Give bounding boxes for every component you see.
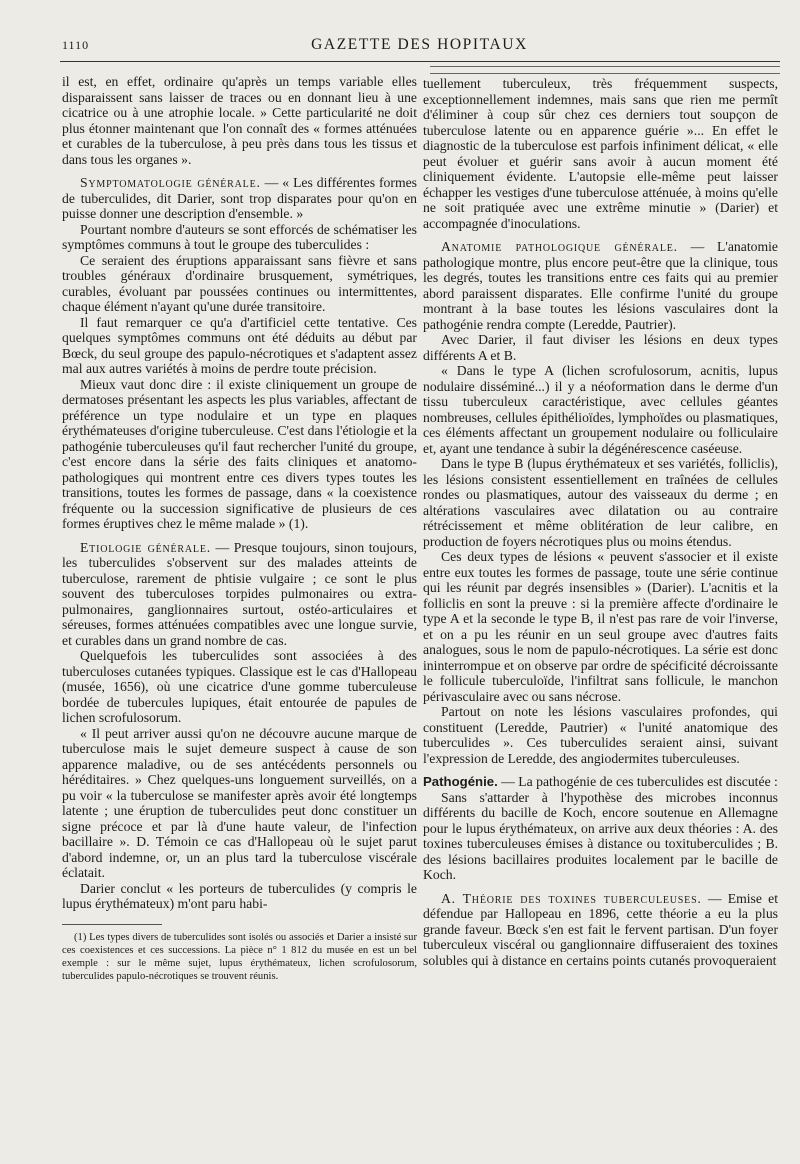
paragraph: Ce seraient des éruptions apparaissant sans fièvre et sans troubles généraux d'ordinaire brusquement, symétriques, curables, évoluant par poussées continues ou intermittentes, chaque élément n'ayant qu'une durée transitoire.	[62, 252, 417, 314]
paragraph: Ces deux types de lésions « peuvent s'associer et il existe entre eux toutes les formes de passage, toute une série continue qui les réunit par degrés insensibles » (Darier). L'acnitis et la folliclis en sont la preuve : si la première affecte d'ordinaire le type A et la seconde le type B, il n'est pas rare de voir l'inverse, et on a pu les réunir en un seul groupe avec d'autres faits analogues, sous le nom de papulo-nécrotiques. La série est donc ininterrompue et on observe par ordre de spécificité décroissante le follicule tuberculoïde, l'infiltrat sans follicule, le manchon périvasculaire avec ou sans nécrose.	[423, 549, 778, 704]
section-heading: Etiologie générale.	[80, 539, 211, 555]
header-rule	[60, 61, 780, 62]
paragraph: Dans le type B (lupus érythémateux et ses variétés, folliclis), les lésions consistent essentiellement en traînées de cellules rondes ou plasmatiques, autour des vaisseaux du derme ; en altérations vasculaires avec dilatation ou au contraire rétrécissement et même oblitération de leur calibre, en production de foyers nécrotiques plus ou moins étendus.	[423, 456, 778, 549]
paragraph: « Il peut arriver aussi qu'on ne découvre aucune marque de tuberculose mais le sujet demeure suspect à cause de son apparence maladive, ou de ses antécédents personnels ou héréditaires. » Chez quelques-uns longuement surveillés, on a pu voir « la tuberculose se manifester après avoir été longtemps latente ; une éruption de tuberculides peut donc constituer un signe précoce et par là d'une haute valeur, de l'infection bacillaire ». D. Témoin ce cas d'Hallopeau où le sujet parut d'abord indemne, or, un an plus tard la tuberculose viscérale éclatait.	[62, 725, 417, 880]
paragraph: Mieux vaut donc dire : il existe cliniquement un groupe de dermatoses présentant les aspects les plus variables, affectant de préférence un type nodulaire et un type en plaques érythémateuses d'origine tuberculeuse. C'est dans l'étiologie et la pathogénie tuberculeuses qu'il faut rechercher l'unité du groupe, c'est encore dans la série des faits cliniques et anatomo-pathologiques qui montrent entre ces divers types toutes les transitions, toutes les formes de passage, dans « la coexistence fréquente ou la succession significative de plusieurs de ces formes éruptives chez le même malade » (1).	[62, 376, 417, 531]
paragraph: Darier conclut « les porteurs de tuberculides (y compris le lupus érythémateux) m'ont paru habi-	[62, 880, 417, 911]
footnote-rule	[62, 924, 162, 925]
journal-title: GAZETTE DES HOPITAUX	[311, 36, 528, 53]
paragraph: Pourtant nombre d'auteurs se sont efforcés de schématiser les symptômes communs à tout le groupe des tuberculides :	[62, 221, 417, 252]
paragraph-text: — L'anatomie pathologique montre, plus encore peut-être que la clinique, tous les degrés, toutes les transitions entre ces faits qui au premier abord paraissent disparates. Elle confirme l'unité du groupe montrant à la base toutes les lésions vasculaires dont la pathogénie rendra compte (Leredde, Pautrier).	[423, 239, 778, 332]
paragraph: il est, en effet, ordinaire qu'après un temps variable elles disparaissent sans laisser de traces ou en donnant lieu à une cicatrice ou à une atrophie locale. » Cette particularité ne doit plus étonner maintenant que l'on connaît des « formes atténuées et curables de la tuberculose, à peu près dans tous les tissus et dans tous les organes ».	[62, 74, 417, 167]
paragraph: Sans s'attarder à l'hypothèse des microbes inconnus différents du bacille de Koch, encore soutenue en Allemagne pour le lupus érythémateux, on arrive aux deux théories : A. des toxines tuberculeuses émises à distance ou toxituberculides ; B. des lésions bacillaires produites localement par le bacille de Koch.	[423, 789, 778, 882]
paragraph: Quelquefois les tuberculides sont associées à des tuberculoses cutanées typiques. Classique est le cas d'Hallopeau (musée, 1656), où une cicatrice d'une gomme tuberculeuse bordée de tubercules lupiques, était entourée de papules de lichen scrofulosorum.	[62, 648, 417, 725]
paragraph: « Dans le type A (lichen scrofulosorum, acnitis, lupus nodulaire disséminé...) il y a néoformation dans le derme d'un tissu tuberculeux caractéristique, avec cellules géantes nombreuses, cellules épithélioïdes, lymphoïdes ou plasmatiques, ces éléments affectant un groupement nodulaire ou folliculaire et, ayant une tendance à subir la dégénérescence caséeuse.	[423, 363, 778, 456]
section-heading: Anatomie pathologique générale.	[441, 239, 678, 254]
paragraph: tuellement tuberculeux, très fréquemment suspects, exceptionnellement indemnes, mais sans que rien me permît d'éliminer à coup sûr chez ces derniers tout soupçon de tuberculose latente ou en apparence guérie »... En effet le diagnostic de la tuberculose est parfois infiniment délicat, « elle peut évoluer et guérir sans avoir à aucun moment été cliniquement évidente. L'autopsie elle-même peut laisser échapper les vestiges d'une tuberculose atténuée, à moins qu'elle ne soit pratiquée avec une extrême minutie » (Darier) et accompagnée d'inoculations.	[423, 76, 778, 231]
section-heading: Pathogénie.	[423, 774, 498, 789]
paragraph-text: — Emise et défendue par Hallopeau en 1896, cette théorie a eu la plus grande faveur. Bœck s'en est fait le fervent partisan. D'un foyer tuberculeux viscéral ou ganglionnaire diffuseraient des toxines solubles qui à distance en certains points cutanés provoqueraient	[423, 890, 778, 968]
paragraph-text: — La pathogénie de ces tuberculides est discutée :	[497, 774, 778, 789]
paragraph: Il faut remarquer ce qu'a d'artificiel cette tentative. Ces quelques symptômes communs ont été déduits au début par Bœck, du seul groupe des papulo-nécrotiques et s'adaptent assez mal aux autres variétés à moins de perdre toute précision.	[62, 314, 417, 376]
section-symptomatologie	[62, 175, 417, 222]
page-header	[62, 34, 777, 60]
paragraph-text: — « Les différentes formes de tuberculides, dit Darier, sont trop disparates pour qu'on en puisse donner une description d'ensemble. »	[62, 175, 417, 221]
paragraph: Partout on note les lésions vasculaires profondes, qui constituent (Leredde, Pautrier) « l'unité anatomique des tuberculides ». Ces tuberculides seraient ainsi, suivant l'expression de Leredde, des angiodermites tuberculeuses.	[423, 704, 778, 766]
section-anatomie	[423, 239, 778, 332]
paragraph-text: — Presque toujours, sinon toujours, les tuberculides s'observent sur des malades atteints de tuberculose, rarement de phtisie vulgaire ; ce sont le plus souvent des tuberculoses torpides pulmonaires ou extra-pulmonaires, ganglionnaires surtout, ostéo-articulaires et séreuses, formes atténuées compatibles avec une longue survie, et curables dans un grand nombre de cas.	[62, 539, 417, 648]
left-column	[62, 74, 417, 983]
footnote: (1) Les types divers de tuberculides sont isolés ou associés et Darier a insisté sur ces coexistences et ces successions. La pièce n° 1 812 du musée en est un bel exemple : sur le même sujet, lupus érythémateux, lichen scrofulosorum, tuberculides papulo-nécrotiques se trouvent réunis.	[62, 931, 417, 982]
section-etiologie	[62, 540, 417, 649]
paragraph: Avec Darier, il faut diviser les lésions en deux types différents A et B.	[423, 332, 778, 363]
section-pathogenie	[423, 774, 778, 790]
page-number: 1110	[62, 38, 90, 52]
right-column	[423, 68, 778, 968]
section-heading: A. Théorie des toxines tuberculeuses.	[441, 890, 702, 906]
section-theorie	[423, 891, 778, 969]
section-heading: Symptomatologie générale.	[80, 175, 261, 190]
